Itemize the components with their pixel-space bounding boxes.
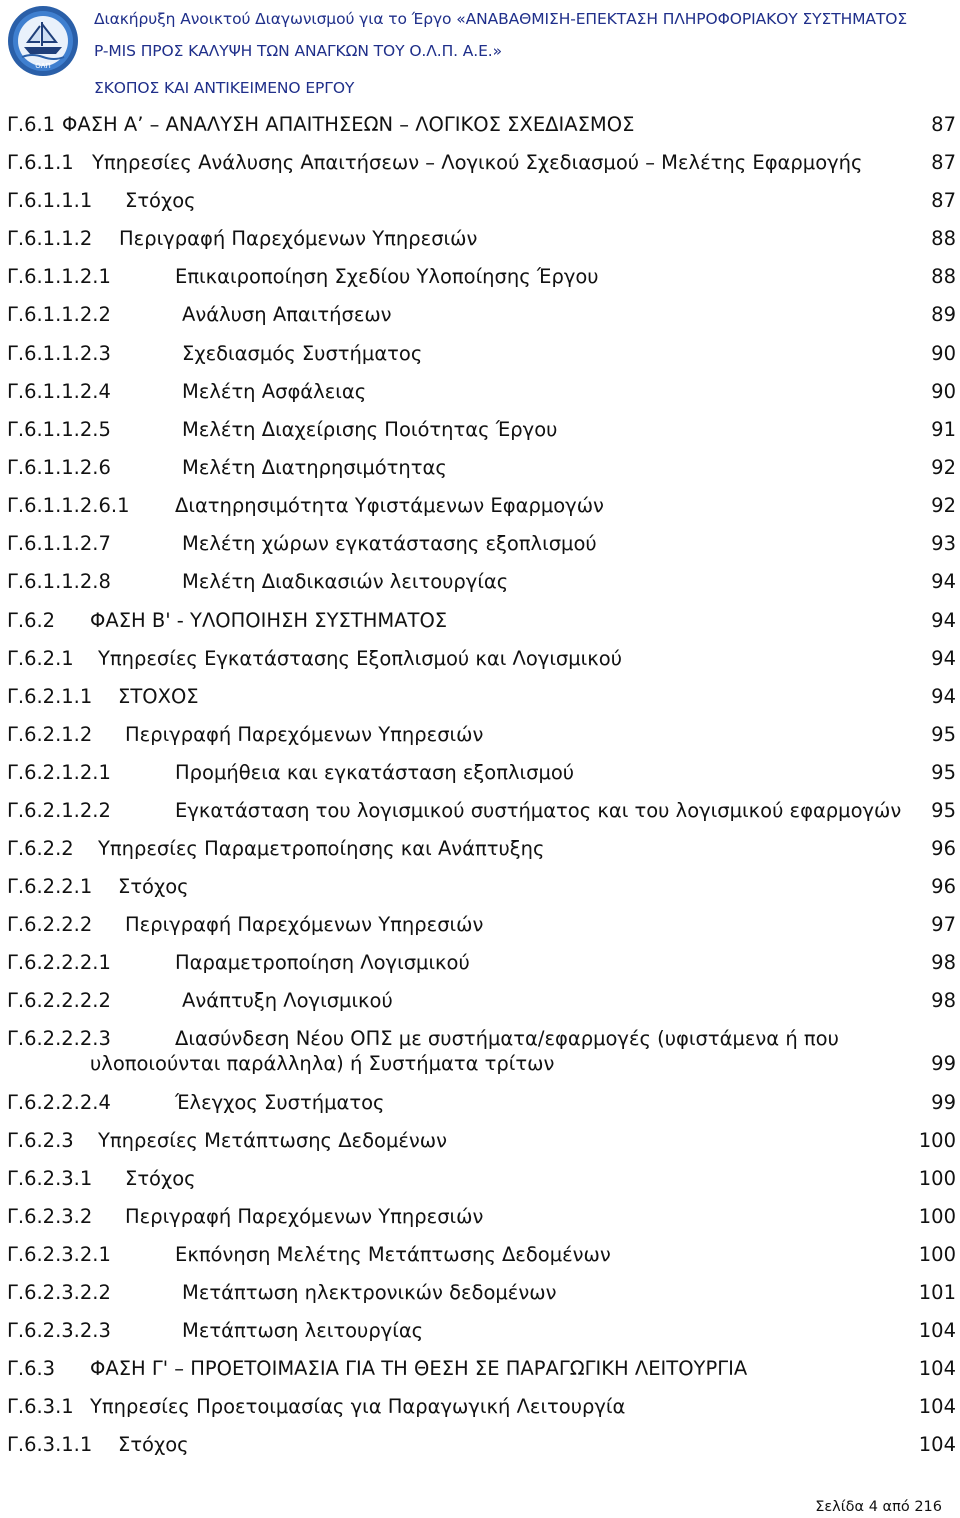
toc-entry-page: 94: [931, 647, 956, 670]
toc-entry-number: Γ.6.1.1.2.5: [7, 418, 111, 441]
toc-entry-number: Γ.6.1: [7, 113, 56, 136]
toc-entry-title: Διατηρησιμότητα Υφιστάμενων Εφαρμογών: [175, 494, 604, 517]
toc-entry-title: Μελέτη Διαχείρισης Ποιότητας Έργου: [182, 418, 558, 441]
toc-entry-page: 89: [931, 303, 956, 326]
toc-entry-number: Γ.6.1.1.2.6.1: [7, 494, 130, 517]
toc-entry-title: Μελέτη Διατηρησιμότητας: [182, 456, 447, 479]
toc-entry-title: Περιγραφή Παρεχόμενων Υπηρεσιών: [119, 227, 478, 250]
toc-entry-title: Μετάπτωση λειτουργίας: [182, 1319, 424, 1342]
toc-entry-page: 94: [931, 685, 956, 708]
toc-entry-page: 104: [918, 1319, 956, 1342]
toc-entry-title: Υπηρεσίες Ανάλυσης Απαιτήσεων – Λογικού Σχεδιασμού – Μελέτης Εφαρμογής: [92, 151, 863, 174]
toc-entry-number: Γ.6.2.2.2: [7, 913, 93, 936]
toc-entry-number: Γ.6.2.3.2.3: [7, 1319, 111, 1342]
toc-entry-number: Γ.6.1.1.2.6: [7, 456, 111, 479]
toc-entry-title: Μελέτη Διαδικασιών λειτουργίας: [182, 570, 509, 593]
logo-text: ΟΛΠ: [35, 62, 51, 70]
olp-logo-ship-icon: [6, 4, 80, 78]
toc-entry-title: Υπηρεσίες Παραμετροποίησης και Ανάπτυξης: [98, 837, 545, 860]
toc-entry-page: 104: [918, 1357, 956, 1380]
toc-entry-page: 88: [931, 265, 956, 288]
toc-entry-number: Γ.6.2.2: [7, 837, 74, 860]
toc-entry-number: Γ.6.2.2.2.1: [7, 951, 111, 974]
toc-entry-title: Διασύνδεση Νέου ΟΠΣ με συστήματα/εφαρμογές (υφιστάμενα ή που: [175, 1027, 839, 1050]
toc-entry-page: 99: [931, 1091, 956, 1114]
toc-entry-number: Γ.6.2.2.2.3: [7, 1027, 111, 1050]
toc-entry-title: Περιγραφή Παρεχόμενων Υπηρεσιών: [125, 723, 484, 746]
toc-entry-number: Γ.6.1.1.2: [7, 227, 93, 250]
toc-entry-number: Γ.6.2.1: [7, 647, 74, 670]
toc-entry-page: 95: [931, 799, 956, 822]
toc-entry-page: 101: [918, 1281, 956, 1304]
toc-entry-title: Περιγραφή Παρεχόμενων Υπηρεσιών: [125, 1205, 484, 1228]
toc-entry-page: 95: [931, 723, 956, 746]
toc-entry-title: Στόχος: [125, 189, 196, 212]
toc-entry-title: Στόχος: [118, 1433, 189, 1456]
toc-entry-page: 90: [931, 342, 956, 365]
toc-entry-title: Υπηρεσίες Μετάπτωσης Δεδομένων: [98, 1129, 448, 1152]
toc-entry-title: ΦΑΣΗ Α’ – ΑΝΑΛΥΣΗ ΑΠΑΙΤΗΣΕΩΝ – ΛΟΓΙΚΟΣ ΣΧΕΔΙΑΣΜΟΣ: [62, 113, 635, 136]
toc-entry-number: Γ.6.2: [7, 609, 56, 632]
toc-entry-title-continued: υλοποιούνται παράλληλα) ή Συστήματα τρίτων: [90, 1052, 555, 1075]
toc-entry-title: Στόχος: [125, 1167, 196, 1190]
toc-entry-title: ΦΑΣΗ Β' - ΥΛΟΠΟΙΗΣΗ ΣΥΣΤΗΜΑΤΟΣ: [90, 609, 448, 632]
toc-entry-page: 93: [931, 532, 956, 555]
toc-entry-number: Γ.6.1.1: [7, 151, 74, 174]
toc-entry-title: Προμήθεια και εγκατάσταση εξοπλισμού: [175, 761, 575, 784]
toc-entry-page: 90: [931, 380, 956, 403]
toc-entry-page: 98: [931, 989, 956, 1012]
toc-entry-title: Περιγραφή Παρεχόμενων Υπηρεσιών: [125, 913, 484, 936]
toc-entry-title: Ανάλυση Απαιτήσεων: [182, 303, 392, 326]
toc-entry-number: Γ.6.2.3.1: [7, 1167, 93, 1190]
toc-entry-page: 100: [918, 1167, 956, 1190]
toc-entry-title: ΦΑΣΗ Γ' – ΠΡΟΕΤΟΙΜΑΣΙΑ ΓΙΑ ΤΗ ΘΕΣΗ ΣΕ ΠΑΡΑΓΩΓΙΚΗ ΛΕΙΤΟΥΡΓΙΑ: [90, 1357, 748, 1380]
toc-entry-title: Υπηρεσίες Προετοιμασίας για Παραγωγική Λειτουργία: [90, 1395, 626, 1418]
toc-entry-number: Γ.6.1.1.2.3: [7, 342, 111, 365]
toc-entry-number: Γ.6.2.3.2: [7, 1205, 93, 1228]
toc-entry-number: Γ.6.2.1.1: [7, 685, 93, 708]
header-line-2: P-MIS ΠΡΟΣ ΚΑΛΥΨΗ ΤΩΝ ΑΝΑΓΚΩΝ ΤΟΥ Ο.Λ.Π. Α.Ε.»: [94, 42, 503, 60]
toc-entry-page: 104: [918, 1433, 956, 1456]
toc-entry-number: Γ.6.1.1.2.1: [7, 265, 111, 288]
toc-entry-number: Γ.6.3: [7, 1357, 56, 1380]
toc-entry-number: Γ.6.1.1.2.4: [7, 380, 111, 403]
toc-entry-title: Στόχος: [118, 875, 189, 898]
toc-entry-number: Γ.6.2.3.2.2: [7, 1281, 111, 1304]
toc-entry-number: Γ.6.1.1.2.7: [7, 532, 111, 555]
toc-entry-title: Επικαιροποίηση Σχεδίου Υλοποίησης Έργου: [175, 265, 599, 288]
toc-entry-number: Γ.6.1.1.2.2: [7, 303, 111, 326]
toc-entry-title: Μελέτη Ασφάλειας: [182, 380, 367, 403]
page-number: Σελίδα 4 από 216: [815, 1499, 942, 1515]
toc-entry-title: Εκπόνηση Μελέτης Μετάπτωσης Δεδομένων: [175, 1243, 611, 1266]
toc-entry-page: 88: [931, 227, 956, 250]
toc-entry-title: Υπηρεσίες Εγκατάστασης Εξοπλισμού και Λογισμικού: [98, 647, 622, 670]
toc-entry-page: 91: [931, 418, 956, 441]
toc-entry-page: 97: [931, 913, 956, 936]
toc-entry-number: Γ.6.3.1.1: [7, 1433, 93, 1456]
document-header: [0, 0, 960, 100]
toc-entry-page: 96: [931, 875, 956, 898]
toc-entry-number: Γ.6.1.1.1: [7, 189, 93, 212]
toc-entry-title: Εγκατάσταση του λογισμικού συστήματος και του λογισμικού εφαρμογών: [175, 799, 902, 822]
toc-entry-number: Γ.6.2.1.2.2: [7, 799, 111, 822]
toc-entry-title: Παραμετροποίηση Λογισμικού: [175, 951, 470, 974]
toc-entry-page: 87: [931, 151, 956, 174]
toc-entry-page: 87: [931, 189, 956, 212]
toc-entry-number: Γ.6.2.3: [7, 1129, 74, 1152]
toc-entry-number: Γ.6.2.2.2.4: [7, 1091, 111, 1114]
toc-entry-page: 98: [931, 951, 956, 974]
toc-entry-page: 100: [918, 1243, 956, 1266]
toc-entry-title: Σχεδιασμός Συστήματος: [182, 342, 423, 365]
toc-entry-page: 100: [918, 1129, 956, 1152]
toc-entry-page: 94: [931, 570, 956, 593]
toc-entry-number: Γ.6.2.1.2: [7, 723, 93, 746]
toc-entry-title: Μελέτη χώρων εγκατάστασης εξοπλισμού: [182, 532, 597, 555]
toc-entry-page: 99: [931, 1052, 956, 1075]
toc-entry-page: 87: [931, 113, 956, 136]
toc-entry-number: Γ.6.2.2.2.2: [7, 989, 111, 1012]
toc-entry-title: Έλεγχος Συστήματος: [175, 1091, 385, 1114]
toc-entry-page: 100: [918, 1205, 956, 1228]
toc-entry-number: Γ.6.2.1.2.1: [7, 761, 111, 784]
toc-entry-number: Γ.6.2.2.1: [7, 875, 93, 898]
header-section-title: ΣΚΟΠΟΣ ΚΑΙ ΑΝΤΙΚΕΙΜΕΝΟ ΕΡΓΟΥ: [94, 79, 355, 97]
toc-entry-page: 96: [931, 837, 956, 860]
toc-entry-number: Γ.6.3.1: [7, 1395, 74, 1418]
toc-entry-title: Μετάπτωση ηλεκτρονικών δεδομένων: [182, 1281, 557, 1304]
toc-entry-page: 104: [918, 1395, 956, 1418]
toc-entry-page: 92: [931, 494, 956, 517]
toc-entry-number: Γ.6.1.1.2.8: [7, 570, 111, 593]
toc-entry-title: ΣΤΟΧΟΣ: [118, 685, 199, 708]
toc-entry-page: 95: [931, 761, 956, 784]
header-line-1: Διακήρυξη Ανοικτού Διαγωνισμού για το Έργο «ΑΝΑΒΑΘΜΙΣΗ-ΕΠΕΚΤΑΣΗ ΠΛΗΡΟΦΟΡΙΑΚΟΥ ΣΥΣΤΗΜΑΤΟΣ: [94, 10, 908, 28]
toc-entry-page: 92: [931, 456, 956, 479]
toc-entry-page: 94: [931, 609, 956, 632]
toc-entry-number: Γ.6.2.3.2.1: [7, 1243, 111, 1266]
toc-entry-title: Ανάπτυξη Λογισμικού: [182, 989, 393, 1012]
